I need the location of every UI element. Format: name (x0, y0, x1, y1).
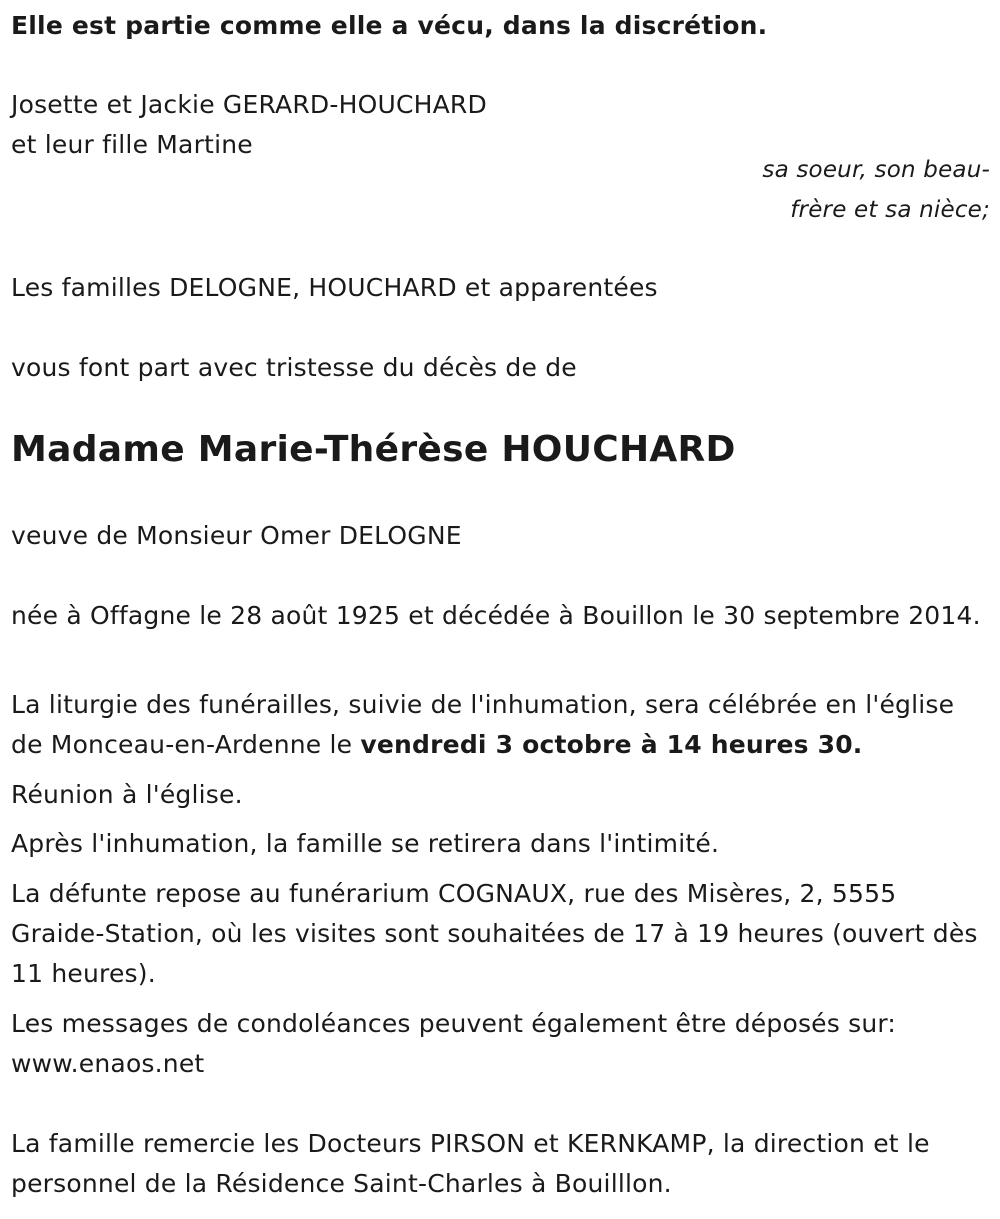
liturgy (11, 685, 990, 765)
meeting: Réunion à l'église. (11, 780, 243, 809)
family-line-1: Josette et Jackie GERARD-HOUCHARD (11, 90, 487, 119)
birth-death: née à Offagne le 28 août 1925 et décédée à Bouillon le 30 septembre 2014. (11, 601, 981, 630)
funeral-home: La défunte repose au funérarium COGNAUX, rue des Misères, 2, 5555 Graide-Station, où les visites sont souhaitées de 17 à 19 heures (ouvert dès 11 heures). (11, 879, 978, 988)
condolences-text: Les messages de condoléances peuvent également être déposés sur: (11, 1009, 897, 1038)
deceased-name: Madame Marie-Thérèse HOUCHARD (11, 429, 736, 470)
family-line-2: et leur fille Martine (11, 130, 253, 159)
family-relation: sa soeur, son beau-frère et sa nièce; (762, 157, 990, 223)
family-others: Les familles DELOGNE, HOUCHARD et apparentées (11, 273, 658, 302)
thanks: La famille remercie les Docteurs PIRSON et KERNKAMP, la direction et le personnel de la Résidence Saint-Charles à Bouilllon. (11, 1129, 930, 1198)
condolences-url[interactable]: www.enaos.net (11, 1049, 205, 1078)
liturgy-date-time: vendredi 3 octobre à 14 heures 30. (360, 730, 863, 759)
announcement: vous font part avec tristesse du décès de de (11, 353, 577, 382)
widow-of: veuve de Monsieur Omer DELOGNE (11, 521, 462, 550)
after-burial: Après l'inhumation, la famille se retirera dans l'intimité. (11, 829, 720, 858)
epigraph: Elle est partie comme elle a vécu, dans la discrétion. (11, 11, 768, 40)
liturgy-text: La liturgie des funérailles, suivie de l'inhumation, sera célébrée en l'église de Monceau-en-Ardenne le (11, 690, 955, 759)
